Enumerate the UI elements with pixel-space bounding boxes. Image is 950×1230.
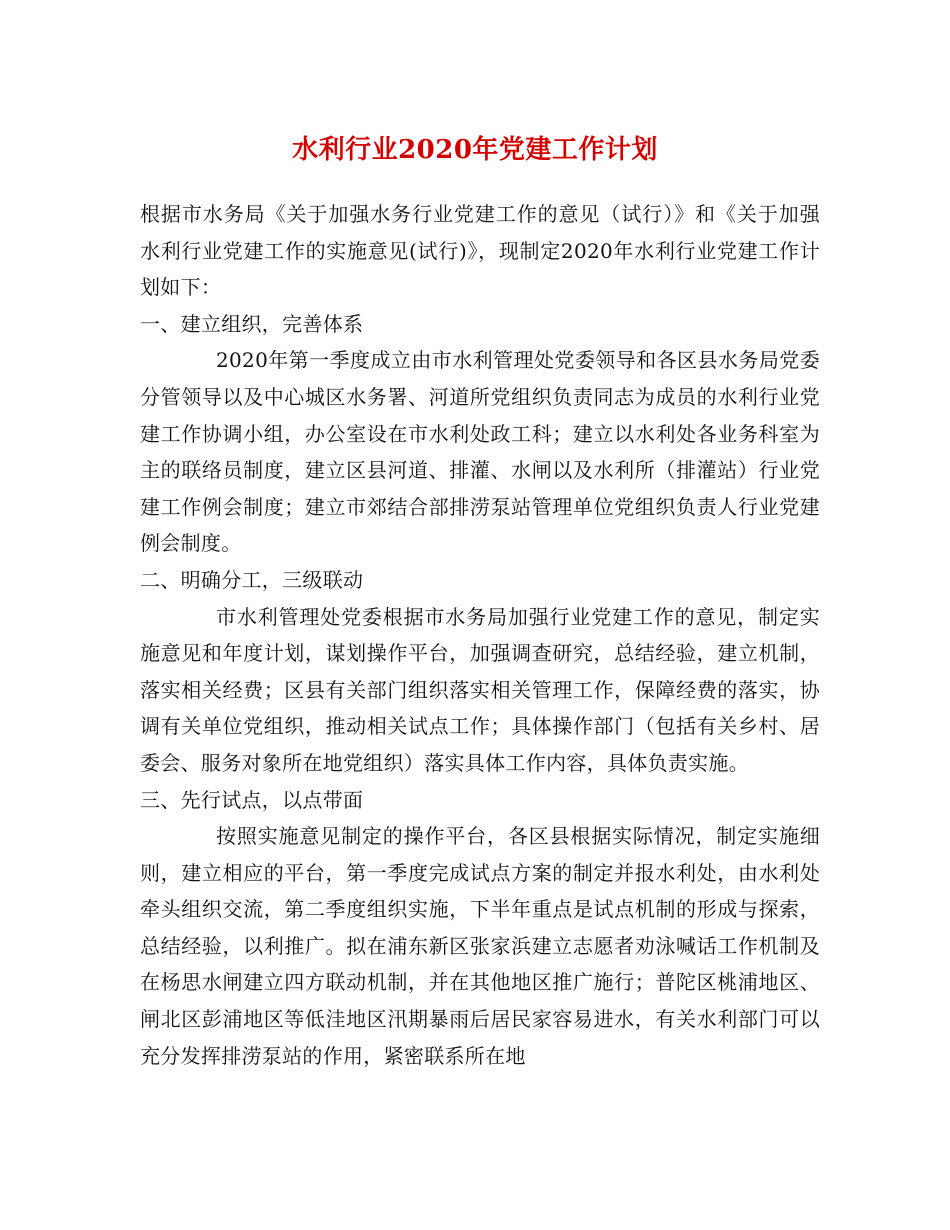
intro-paragraph: 根据市水务局《关于加强水务行业党建工作的意见（试行）》和《关于加强水利行业党建工作的实施意见(试行)》，现制定2020年水利行业党建工作计划如下：	[140, 202, 820, 300]
section-heading-1: 一、建立组织，完善体系	[140, 311, 364, 336]
section-paragraph-1: 2020年第一季度成立由市水利管理处党委领导和各区县水务局党委分管领导以及中心城区水务署、河道所党组织负责同志为成员的水利行业党建工作协调小组，办公室设在市水利处政工科；建立以水利处各业务科室为主的联络员制度，建立区县河道、排灌、水闸以及水利所（排灌站）行业党建工作例会制度；建立市郊结合部排涝泵站管理单位党组织负责人行业党建例会制度。	[140, 348, 820, 556]
section-paragraph-2: 市水利管理处党委根据市水务局加强行业党建工作的意见，制定实施意见和年度计划，谋划操作平台，加强调查研究，总结经验，建立机制，落实相关经费；区县有关部门组织落实相关管理工作，保障经费的落实，协调有关单位党组织，推动相关试点工作；具体操作部门（包括有关乡村、居委会、服务对象所在地党组织）落实具体工作内容，具体负责实施。	[140, 604, 820, 775]
section-heading-3: 三、先行试点，以点带面	[140, 787, 364, 812]
document-body	[140, 196, 820, 1074]
document-title: 水利行业2020年党建工作计划	[292, 135, 658, 165]
section-paragraph-3: 按照实施意见制定的操作平台，各区县根据实际情况，制定实施细则，建立相应的平台，第一季度完成试点方案的制定并报水利处，由水利处牵头组织交流，第二季度组织实施，下半年重点是试点机制的形成与探索，总结经验，以利推广。拟在浦东新区张家浜建立志愿者劝泳喊话工作机制及在杨思水闸建立四方联动机制，并在其他地区推广施行；普陀区桃浦地区、闸北区彭浦地区等低洼地区汛期暴雨后居民家容易进水，有关水利部门可以充分发挥排涝泵站的作用，紧密联系所在地	[140, 824, 820, 1068]
section-heading-2: 二、明确分工，三级联动	[140, 567, 364, 592]
